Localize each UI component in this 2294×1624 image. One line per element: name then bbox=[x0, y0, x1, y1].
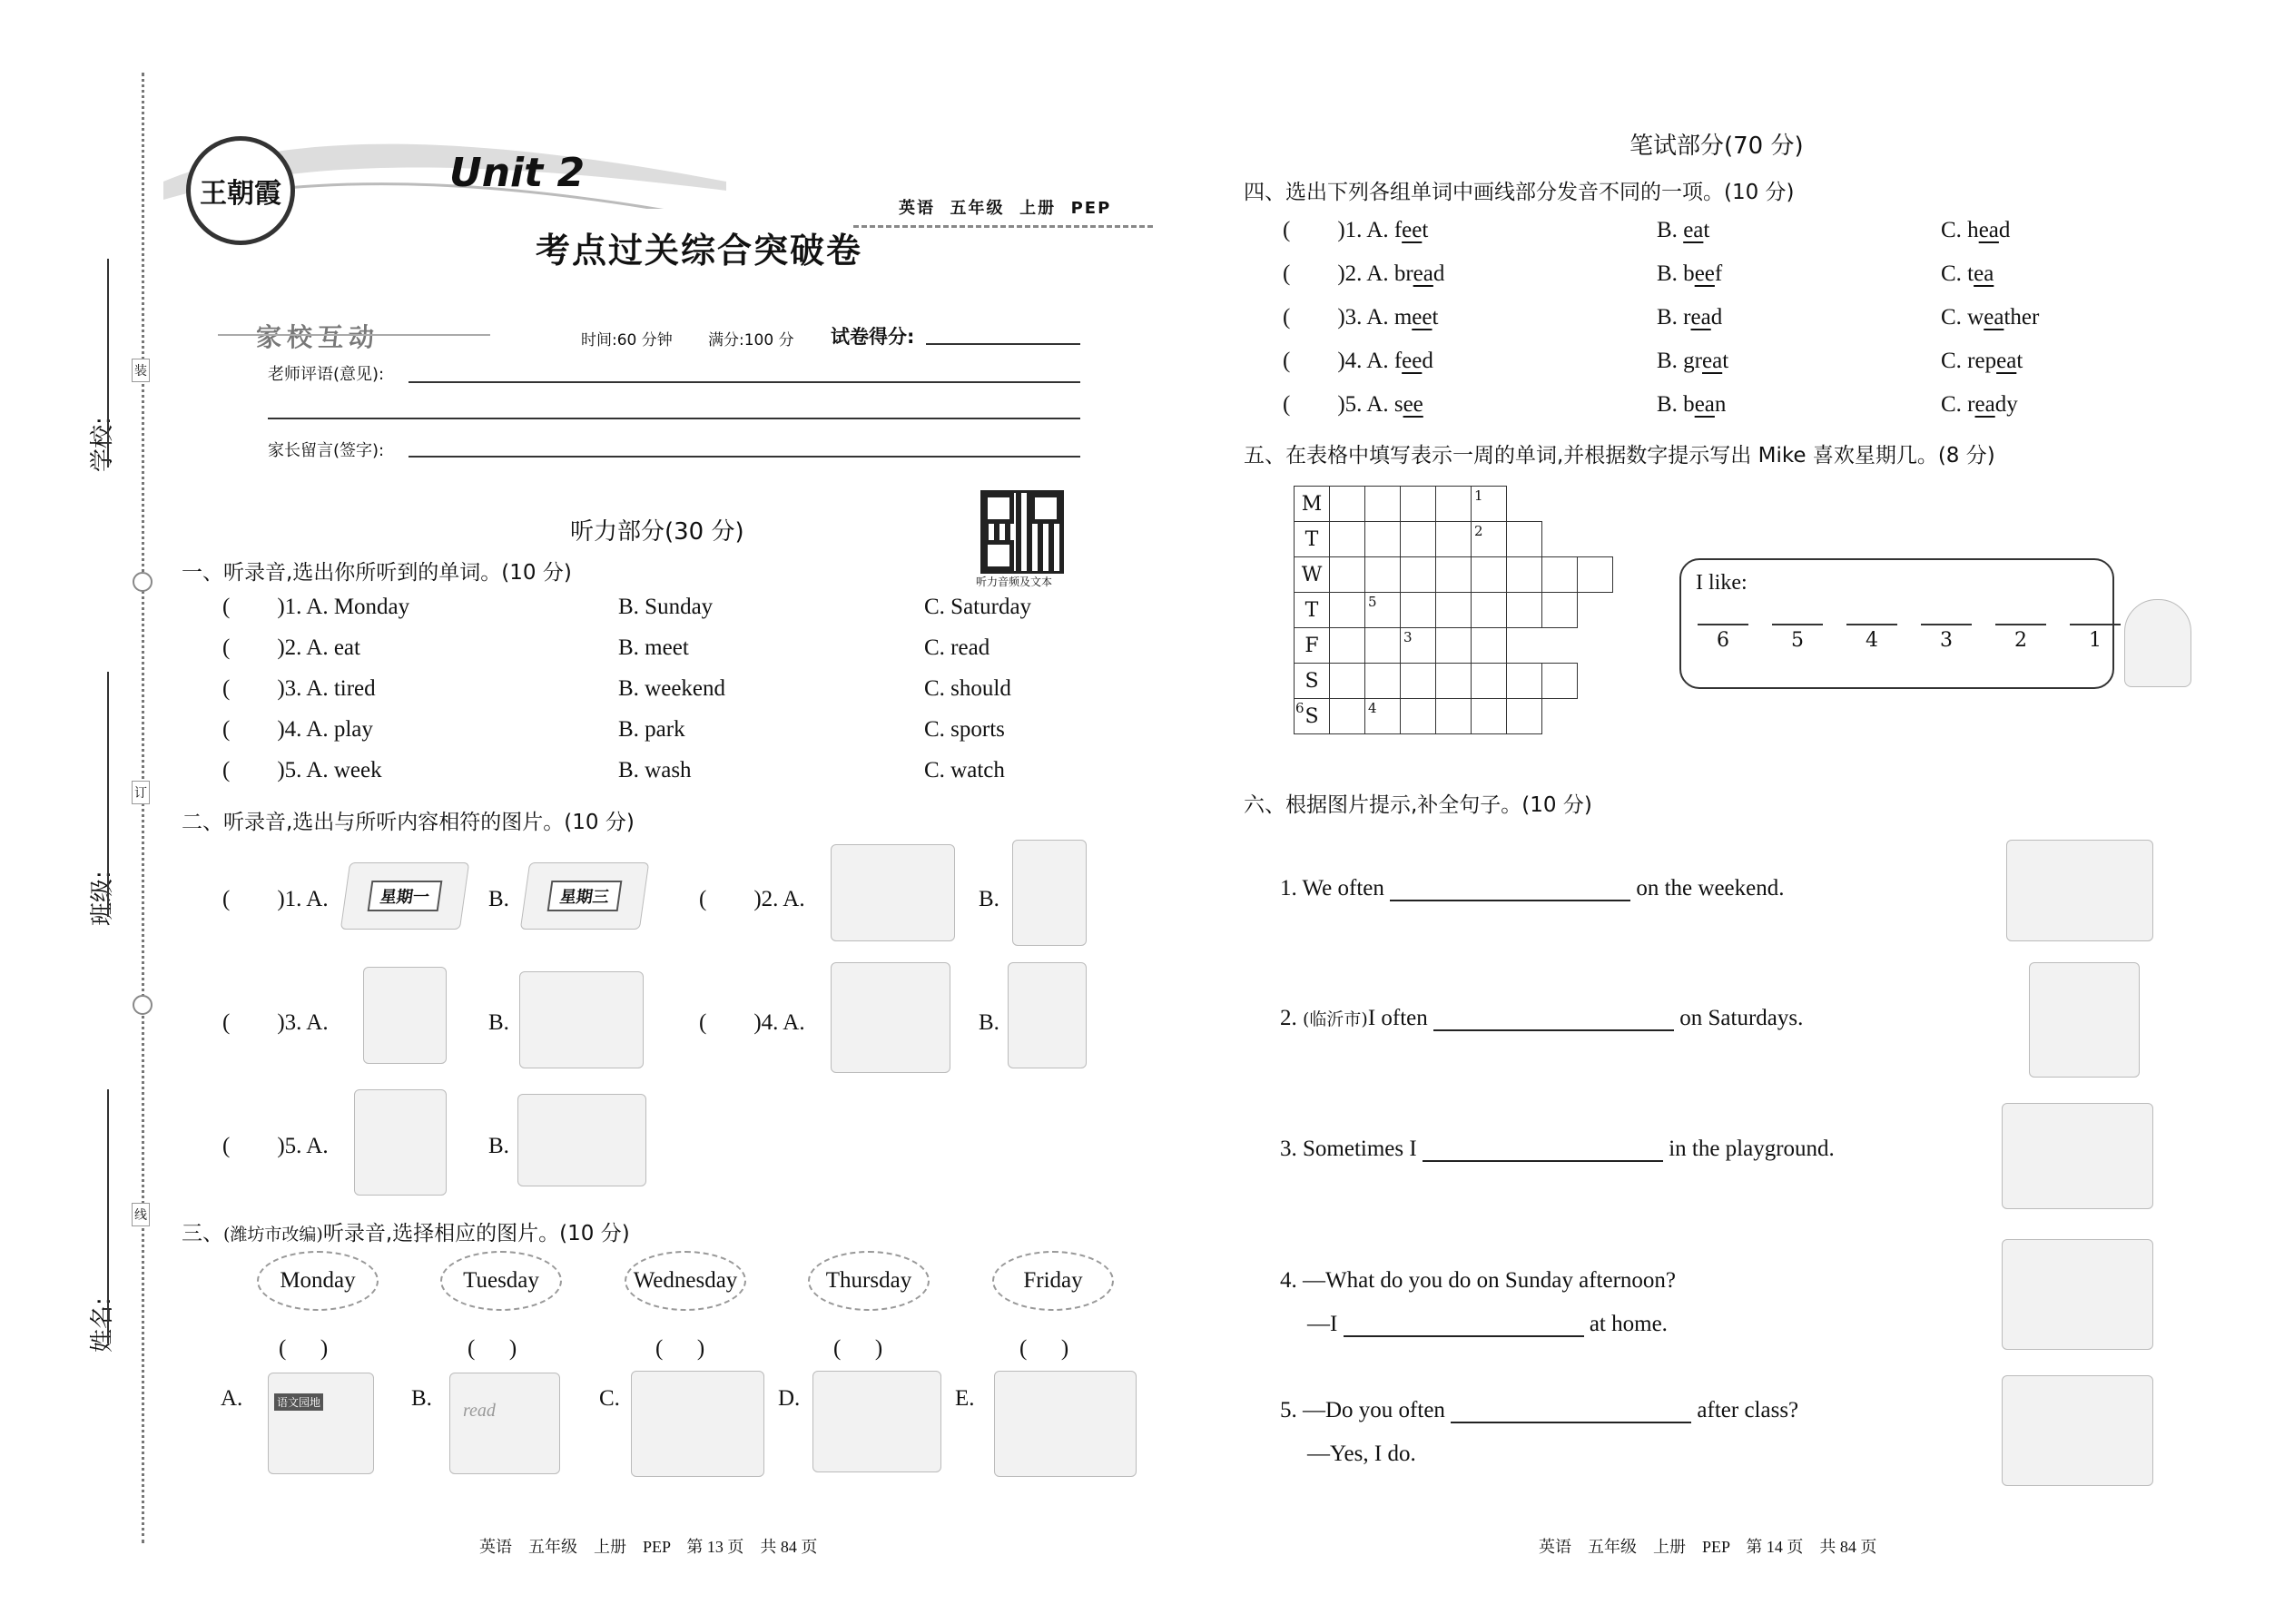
list-item: C. ready bbox=[1941, 392, 2018, 417]
s6-q3: 3. Sometimes I in the playground. bbox=[1280, 1137, 1835, 1161]
answer-bracket-2[interactable]: ( ) bbox=[468, 1336, 517, 1361]
girl-drawing-picture[interactable] bbox=[354, 1089, 447, 1196]
full-score-info: 满分:100 分 bbox=[708, 331, 794, 349]
day-wednesday: Wednesday bbox=[625, 1251, 746, 1311]
answer-slot[interactable]: 6 bbox=[1698, 624, 1748, 652]
grid-cell[interactable] bbox=[1472, 664, 1507, 699]
list-item: ( )2. A. bread bbox=[1283, 261, 1445, 286]
list-item: ( )1. A. feet bbox=[1283, 218, 1429, 242]
grid-letter-s2: 6 S bbox=[1295, 699, 1330, 734]
grid-cell[interactable] bbox=[1401, 522, 1436, 557]
footer-right: 英语 五年级 上册 PEP 第 14 页 共 84 页 bbox=[1539, 1538, 1877, 1556]
parent-comment-line[interactable] bbox=[409, 456, 1080, 458]
grid-cell-hint-4[interactable]: 4 bbox=[1365, 699, 1401, 734]
list-item: C. repeat bbox=[1941, 349, 2023, 373]
boys-football-picture[interactable] bbox=[631, 1371, 764, 1477]
answer-bracket-5[interactable]: ( ) bbox=[1019, 1336, 1069, 1361]
teacher-comment-label: 老师评语(意见): bbox=[268, 365, 385, 384]
unit-title: Unit 2 bbox=[449, 150, 586, 196]
list-item: C. read bbox=[924, 635, 990, 660]
answer-slot[interactable]: 4 bbox=[1846, 624, 1897, 652]
s6-q4-line1: 4. —What do you do on Sunday afternoon? bbox=[1280, 1268, 1677, 1293]
grid-letter-w: W bbox=[1295, 557, 1330, 593]
grid-cell[interactable] bbox=[1330, 522, 1365, 557]
list-item: C. Saturday bbox=[924, 595, 1032, 619]
section2-title: 二、听录音,选出与所听内容相符的图片。(10 分) bbox=[182, 811, 635, 834]
music-class-picture[interactable] bbox=[994, 1371, 1137, 1477]
grid-cell-hint-1[interactable]: 1 bbox=[1472, 487, 1507, 522]
bind-mark-2: 订 bbox=[132, 781, 150, 804]
grid-cell[interactable] bbox=[1507, 664, 1542, 699]
grid-cell[interactable] bbox=[1330, 557, 1365, 593]
list-item: C. should bbox=[924, 676, 1011, 701]
s2-q5-label: ( )5. A. bbox=[222, 1134, 329, 1158]
list-item: ( )4. A. feed bbox=[1283, 349, 1433, 373]
home-school-badge: 家校互动 bbox=[256, 322, 380, 352]
grid-cell[interactable] bbox=[1436, 593, 1472, 628]
footer-left: 英语 五年级 上册 PEP 第 13 页 共 84 页 bbox=[479, 1538, 818, 1556]
grid-cell[interactable] bbox=[1365, 522, 1401, 557]
answer-blank-4[interactable] bbox=[1344, 1335, 1584, 1337]
bind-hole-2 bbox=[133, 995, 153, 1015]
badge-line bbox=[218, 334, 490, 336]
grid-cell[interactable] bbox=[1542, 593, 1578, 628]
grid-cell[interactable] bbox=[1330, 593, 1365, 628]
crossword-grid bbox=[1294, 486, 1613, 734]
grid-cell[interactable] bbox=[1436, 522, 1472, 557]
class-label: 班级: bbox=[89, 871, 116, 926]
answer-blank-3[interactable] bbox=[1423, 1160, 1663, 1162]
list-item: B. park bbox=[618, 717, 685, 742]
grid-cell[interactable] bbox=[1542, 557, 1578, 593]
grid-cell[interactable] bbox=[1436, 664, 1472, 699]
speech-bubble bbox=[1679, 558, 2114, 689]
class-line[interactable] bbox=[107, 672, 109, 917]
list-item: ( )3. A. meet bbox=[1283, 305, 1439, 330]
parent-comment-label: 家长留言(签字): bbox=[268, 441, 385, 460]
list-item: B. bean bbox=[1657, 392, 1727, 417]
list-item: B. eat bbox=[1657, 218, 1710, 242]
s3-pic-c-label: C. bbox=[599, 1386, 620, 1411]
science-class-picture[interactable] bbox=[812, 1371, 941, 1472]
grid-letter-t2: T bbox=[1295, 593, 1330, 628]
grid-letter-t: T bbox=[1295, 522, 1330, 557]
grid-cell[interactable] bbox=[1401, 487, 1436, 522]
list-item: ( )2. A. eat bbox=[222, 635, 360, 660]
boy-football-picture[interactable] bbox=[519, 971, 644, 1068]
grid-cell-hint-2[interactable]: 2 bbox=[1472, 522, 1507, 557]
answer-bracket-1[interactable]: ( ) bbox=[279, 1336, 329, 1361]
list-item: C. tea bbox=[1941, 261, 1994, 286]
teacher-chinese-picture[interactable]: 语文园地 bbox=[268, 1373, 374, 1474]
girl-washing-picture[interactable] bbox=[1012, 840, 1087, 946]
book-tag: 英语 五年级 上册 PEP bbox=[899, 199, 1112, 218]
grid-letter-m: M bbox=[1295, 487, 1330, 522]
girl-watching-tv-picture[interactable] bbox=[517, 1094, 646, 1186]
answer-blank-5[interactable] bbox=[1451, 1422, 1691, 1423]
grid-cell-hint-5[interactable]: 5 bbox=[1365, 593, 1401, 628]
grid-cell[interactable] bbox=[1542, 664, 1578, 699]
calendar-a-picture[interactable]: 星期一 bbox=[340, 862, 469, 930]
section4-title: 四、选出下列各组单词中画线部分发音不同的一项。(10 分) bbox=[1244, 181, 1795, 204]
grid-cell[interactable] bbox=[1472, 628, 1507, 664]
list-item: ( )1. A. Monday bbox=[222, 595, 410, 619]
bind-hole-1 bbox=[133, 572, 153, 592]
section1-title: 一、听录音,选出你所听到的单词。(10 分) bbox=[182, 561, 572, 585]
answer-blank-2[interactable] bbox=[1433, 1029, 1674, 1031]
list-item: B. great bbox=[1657, 349, 1729, 373]
bubble-answers bbox=[1698, 624, 2121, 652]
answer-blank-1[interactable] bbox=[1390, 900, 1630, 901]
list-item: C. weather bbox=[1941, 305, 2040, 330]
section6-title: 六、根据图片提示,补全句子。(10 分) bbox=[1244, 793, 1592, 817]
grid-cell[interactable] bbox=[1507, 557, 1542, 593]
day-monday: Monday bbox=[257, 1251, 379, 1311]
s3-pic-d-label: D. bbox=[778, 1386, 801, 1411]
kids-crafting-picture bbox=[2006, 840, 2153, 941]
grid-cell[interactable] bbox=[1330, 487, 1365, 522]
list-item: ( )5. A. see bbox=[1283, 392, 1423, 417]
grid-cell[interactable] bbox=[1436, 699, 1472, 734]
teacher-comment-line-2[interactable] bbox=[268, 418, 1080, 419]
calendar-b-picture[interactable]: 星期三 bbox=[520, 862, 649, 930]
grid-cell[interactable] bbox=[1472, 699, 1507, 734]
s2-q3b-label: B. bbox=[488, 1010, 509, 1035]
boy-ping-pong-picture[interactable] bbox=[831, 962, 950, 1073]
bind-mark-3: 线 bbox=[132, 1203, 150, 1226]
boy-football-playground-picture bbox=[2002, 1103, 2153, 1209]
list-item: ( )4. A. play bbox=[222, 717, 373, 742]
grid-cell[interactable] bbox=[1401, 557, 1436, 593]
bind-mark-1: 装 bbox=[132, 359, 150, 382]
brand-logo bbox=[186, 136, 295, 245]
s2-q4b-label: B. bbox=[979, 1010, 999, 1035]
header-dash-line bbox=[853, 225, 1153, 228]
list-item: C. sports bbox=[924, 717, 1005, 742]
grid-cell[interactable] bbox=[1365, 664, 1401, 699]
answer-slot[interactable]: 1 bbox=[2070, 624, 2121, 652]
answer-bracket-3[interactable]: ( ) bbox=[655, 1336, 705, 1361]
grid-cell[interactable] bbox=[1330, 664, 1365, 699]
grid-cell[interactable] bbox=[1472, 557, 1507, 593]
answer-slot[interactable]: 3 bbox=[1921, 624, 1972, 652]
s6-q2: 2. (临沂市)I often on Saturdays. bbox=[1280, 1006, 1804, 1030]
binding-dotted-line bbox=[142, 73, 144, 1543]
grid-cell[interactable] bbox=[1472, 593, 1507, 628]
teacher-comment-line-1[interactable] bbox=[409, 381, 1080, 383]
grid-cell[interactable] bbox=[1330, 699, 1365, 734]
score-label: 试卷得分: bbox=[831, 326, 915, 348]
listening-title: 听力部分(30 分) bbox=[570, 518, 744, 546]
list-item: ( )3. A. tired bbox=[222, 676, 376, 701]
s2-q2-label: ( )2. A. bbox=[699, 887, 805, 911]
s3-pic-a-label: A. bbox=[221, 1386, 243, 1411]
s3-pic-b-label: B. bbox=[411, 1386, 432, 1411]
grid-cell-hint-3[interactable]: 3 bbox=[1401, 628, 1436, 664]
girl-read-picture[interactable]: read bbox=[449, 1373, 560, 1474]
list-item: ( )5. A. week bbox=[222, 758, 382, 782]
s3-pic-e-label: E. bbox=[955, 1386, 975, 1411]
grid-cell[interactable] bbox=[1436, 557, 1472, 593]
s6-q4-line2: —I at home. bbox=[1307, 1312, 1668, 1336]
grid-letter-s: S bbox=[1295, 664, 1330, 699]
boy-reading-desk-picture[interactable] bbox=[831, 844, 955, 941]
answer-slot[interactable]: 5 bbox=[1772, 624, 1823, 652]
list-item: C. watch bbox=[924, 758, 1005, 782]
s2-q3-label: ( )3. A. bbox=[222, 1010, 329, 1035]
grid-cell[interactable] bbox=[1507, 522, 1542, 557]
girl-watching-tv-sofa-picture bbox=[2002, 1239, 2153, 1350]
boy-eating-picture[interactable] bbox=[1008, 962, 1087, 1068]
s2-q1b-label: B. bbox=[488, 887, 509, 911]
bubble-label: I like: bbox=[1696, 571, 1748, 595]
s2-q4-label: ( )4. A. bbox=[699, 1010, 805, 1035]
score-field[interactable] bbox=[926, 343, 1080, 345]
s2-q1-label: ( )1. A. bbox=[222, 887, 329, 911]
grid-cell[interactable] bbox=[1507, 593, 1542, 628]
list-item: B. Sunday bbox=[618, 595, 714, 619]
s6-q5-line2: —Yes, I do. bbox=[1307, 1442, 1416, 1466]
grid-cell[interactable] bbox=[1401, 593, 1436, 628]
grid-letter-f: F bbox=[1295, 628, 1330, 664]
boy-washing-clothes-picture bbox=[2029, 962, 2140, 1078]
grid-cell[interactable] bbox=[1401, 699, 1436, 734]
grid-cell[interactable] bbox=[1507, 699, 1542, 734]
grid-cell[interactable] bbox=[1578, 557, 1613, 593]
s2-q2b-label: B. bbox=[979, 887, 999, 911]
logo-text: 王朝霞 bbox=[200, 178, 281, 210]
grid-cell[interactable] bbox=[1365, 628, 1401, 664]
boy-reading-book-picture bbox=[2002, 1375, 2153, 1486]
grid-cell[interactable] bbox=[1330, 628, 1365, 664]
list-item: B. read bbox=[1657, 305, 1723, 330]
name-label: 姓名: bbox=[89, 1297, 116, 1353]
qr-code[interactable] bbox=[980, 490, 1064, 574]
day-tuesday: Tuesday bbox=[440, 1251, 562, 1311]
list-item: B. beef bbox=[1657, 261, 1723, 286]
mike-portrait bbox=[2124, 599, 2191, 687]
list-item: B. meet bbox=[618, 635, 689, 660]
list-item: B. weekend bbox=[618, 676, 726, 701]
s6-q1: 1. We often on the weekend. bbox=[1280, 876, 1785, 901]
section5-title: 五、在表格中填写表示一周的单词,并根据数字提示写出 Mike 喜欢星期几。(8 分) bbox=[1244, 444, 1995, 468]
day-thursday: Thursday bbox=[808, 1251, 930, 1311]
grid-cell[interactable] bbox=[1436, 628, 1472, 664]
time-info: 时间:60 分钟 bbox=[581, 331, 673, 349]
answer-slot[interactable]: 2 bbox=[1995, 624, 2046, 652]
exam-subtitle: 考点过关综合突破卷 bbox=[536, 230, 863, 271]
s6-q5-line1: 5. —Do you often after class? bbox=[1280, 1398, 1799, 1422]
grid-cell[interactable] bbox=[1436, 487, 1472, 522]
s2-q5b-label: B. bbox=[488, 1134, 509, 1158]
name-line[interactable] bbox=[107, 1089, 109, 1343]
grid-cell[interactable] bbox=[1365, 557, 1401, 593]
grid-cell[interactable] bbox=[1401, 664, 1436, 699]
section3-title: 三、(潍坊市改编)听录音,选择相应的图片。(10 分) bbox=[182, 1222, 630, 1245]
list-item: C. head bbox=[1941, 218, 2011, 242]
school-line[interactable] bbox=[107, 259, 109, 468]
grid-cell[interactable] bbox=[1365, 487, 1401, 522]
boy-reading-picture[interactable] bbox=[363, 967, 447, 1064]
qr-caption: 听力音频及文本 bbox=[976, 576, 1053, 588]
written-title: 笔试部分(70 分) bbox=[1629, 133, 1804, 160]
list-item: B. wash bbox=[618, 758, 692, 782]
school-label: 学校: bbox=[89, 417, 116, 472]
answer-bracket-4[interactable]: ( ) bbox=[833, 1336, 883, 1361]
day-friday: Friday bbox=[992, 1251, 1114, 1311]
